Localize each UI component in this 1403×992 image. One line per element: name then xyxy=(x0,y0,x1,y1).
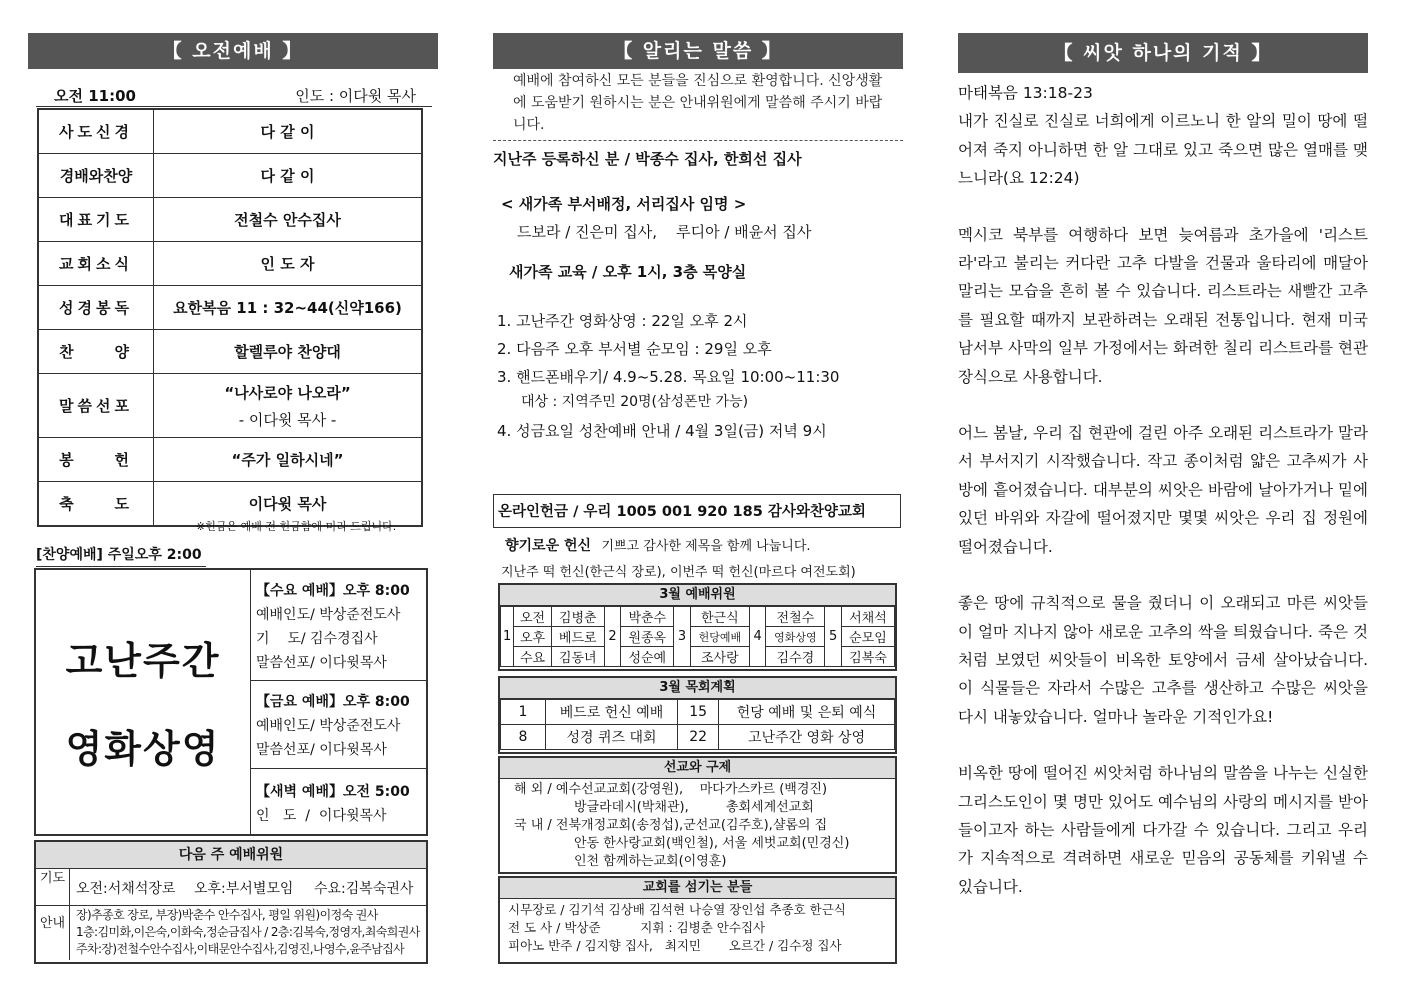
table-cell: 원종옥 xyxy=(621,627,674,647)
online-offering: 온라인헌금 / 우리 1005 001 920 185 감사와찬양교회 xyxy=(498,504,866,520)
divider xyxy=(493,140,903,141)
sermon-text xyxy=(958,73,1368,901)
mission-title: 선교와 구제 xyxy=(500,758,895,779)
worship-order-table xyxy=(37,108,423,527)
table-row xyxy=(38,330,422,374)
table-row xyxy=(38,154,422,198)
new-family-education: 새가족 교육 / 오후 1시, 3층 목양실 xyxy=(509,263,747,281)
spacer xyxy=(958,391,1368,419)
table-cell: 김병춘 xyxy=(551,607,604,627)
big-title-line1: 고난주간 xyxy=(65,639,221,683)
march-plan-table xyxy=(500,699,895,750)
table-row xyxy=(38,438,422,482)
table-row xyxy=(38,242,422,286)
order-value: 요한복음 11 : 32~44(신약166) xyxy=(154,286,423,330)
guide-row xyxy=(36,906,426,960)
wednesday-preacher: 말씀선포/ 이다윗목사 xyxy=(256,655,387,671)
divider xyxy=(250,680,426,681)
servants-list xyxy=(500,899,895,957)
offering-note: ※헌금은 예배 전 헌금함에 미리 드립니다. xyxy=(196,520,397,533)
table-cell: 김복숙 xyxy=(841,647,894,667)
registered-members: 지난주 등록하신 분 / 박종수 집사, 한희선 집사 xyxy=(493,150,802,168)
order-label: 사도신경 xyxy=(38,109,154,154)
friday-preacher: 말씀선포/ 이다윗목사 xyxy=(256,742,387,758)
welcome-message: 예배에 참여하신 모든 분들을 진심으로 환영합니다. 신앙생활에 도움받기 원하시는 분은 안내위원에게 말씀해 주시기 바랍니다. xyxy=(513,73,883,133)
praise-service-title-text: [찬양예배] 주일오후 2:00 xyxy=(36,547,202,563)
table-cell: 헌당예배 xyxy=(690,627,749,647)
num: 5 xyxy=(825,607,842,667)
table-cell: 영화상영 xyxy=(766,627,825,647)
mission-line: 국 내 / 전북개정교회(송정섭),군선교(김주호),샬롬의 집 xyxy=(514,818,828,833)
march-plan-box xyxy=(498,676,897,754)
sermon-column xyxy=(958,33,1368,901)
num: 3 xyxy=(674,607,691,667)
sermon-header: 【 씨앗 하나의 기적 】 xyxy=(958,33,1368,73)
dawn-leader: 인 도 / 이다윗목사 xyxy=(256,808,387,824)
new-family-line: 드보라 / 진은미 집사, 루디아 / 배윤서 집사 xyxy=(517,223,812,241)
order-label: 봉 헌 xyxy=(38,438,154,482)
table-cell: 8 xyxy=(501,725,546,750)
prayer-row xyxy=(36,869,426,906)
order-value: 인 도 자 xyxy=(154,242,423,286)
order-value: “주가 일하시네” xyxy=(154,438,423,482)
morning-worship-header: 【 오전예배 】 xyxy=(28,33,438,69)
table-cell: 수요 xyxy=(514,647,551,667)
table-cell: 한근식 xyxy=(690,607,749,627)
table-row xyxy=(501,725,895,750)
mission-line: 안동 한사랑교회(백인철), 서울 세벗교회(민경신) xyxy=(574,836,850,851)
mission-line: 해 외 / 예수선교교회(강영원), 마다가스카르 (백경진) xyxy=(514,782,828,797)
announcement-item: 3. 핸드폰배우기/ 4.9~5.28. 목요일 10:00~11:30 xyxy=(497,368,840,386)
table-cell: 베드로 xyxy=(551,627,604,647)
march-plan-title: 3월 목회계획 xyxy=(500,678,895,699)
table-cell: 베드로 헌신 예배 xyxy=(546,700,678,725)
sermon-paragraph: 멕시코 북부를 여행하다 보면 늦여름과 초가을에 '리스트라'라고 불리는 커다란 고추 다발을 건물과 울타리에 매달아 말리는 모습을 흔히 볼 수 있습니다. 리스트라는 새빨간 고추를 필요할 때까지 보관하려는 오래된 전통입니다. 현재 미국 남서부 사막의 일부 가정에서는 화려한 칠리 리스트라를 현관 장식으로 사용합니다. xyxy=(958,225,1368,386)
dawn-title: 【새벽 예배】오전 5:00 xyxy=(256,784,410,800)
table-cell: 김동녀 xyxy=(551,647,604,667)
spacer xyxy=(958,561,1368,589)
sermon-title: “나사로야 나오라” xyxy=(224,383,351,402)
spacer xyxy=(958,193,1368,221)
table-cell: 헌당 예배 및 은퇴 예식 xyxy=(719,700,895,725)
order-value: 이다윗 목사 xyxy=(154,482,423,527)
announcement-item: 4. 성금요일 성찬예배 안내 / 4월 3일(금) 저녁 9시 xyxy=(497,422,827,440)
morning-worship-column xyxy=(28,33,438,956)
divider xyxy=(36,106,432,107)
table-row xyxy=(38,198,422,242)
next-week-committee xyxy=(34,840,428,964)
order-label: 성경봉독 xyxy=(38,286,154,330)
order-label: 교회소식 xyxy=(38,242,154,286)
table-row xyxy=(501,607,895,627)
big-title-line2: 영화상영 xyxy=(65,727,221,771)
table-cell: 성순예 xyxy=(621,647,674,667)
servant-line: 피아노 반주 / 김지향 집사, 최지민 오르간 / 김수정 집사 xyxy=(508,938,842,953)
table-cell: 전철수 xyxy=(766,607,825,627)
table-cell: 오전 xyxy=(514,607,551,627)
guide-label: 안내 xyxy=(36,906,70,960)
table-cell: 15 xyxy=(678,700,719,725)
prayer-am: 오전:서채석장로 xyxy=(76,881,176,897)
friday-leader: 예배인도/ 박상준전도사 xyxy=(256,718,401,734)
table-cell: 오후 xyxy=(514,627,551,647)
incense-offering xyxy=(505,535,811,555)
sermon-paragraph: 내가 진실로 진실로 너희에게 이르노니 한 알의 밀이 땅에 떨어져 죽지 아니하면 한 알 그대로 있고 죽으면 많은 열매를 맺느니라(요 12:24) xyxy=(958,112,1368,188)
order-value: 할렐루야 찬양대 xyxy=(154,330,423,374)
wednesday-service xyxy=(256,580,424,672)
sermon-paragraph: 좋은 땅에 규칙적으로 물을 줬더니 이 오래되고 마른 씨앗들이 얼마 지나지 않아 새로운 고추의 싹을 틔웠습니다. 죽은 것처럼 보였던 씨앗들이 비옥한 토양에서 금세 살아났습니다. 이 식물들은 자라서 수많은 고추를 생산하고 수많은 씨앗을 다시 내놓았습니다. 얼마나 놀라운 기적인가요! xyxy=(958,594,1368,726)
order-label: 축 도 xyxy=(38,482,154,527)
praise-service-box xyxy=(34,568,428,836)
wednesday-prayer: 기 도/ 김수경집사 xyxy=(256,631,378,647)
servants-title: 교회를 섬기는 분들 xyxy=(500,878,895,899)
table-row xyxy=(501,700,895,725)
prayer-pm: 오후:부서별모임 xyxy=(194,881,294,897)
guide-line: 장)추종호 장로, 부장)박춘수 안수집사, 평일 위원)이정숙 권사 xyxy=(76,908,378,922)
order-label: 경배와찬양 xyxy=(38,154,154,198)
table-row xyxy=(38,109,422,154)
table-cell: 박춘수 xyxy=(621,607,674,627)
table-row xyxy=(38,374,422,438)
incense-line: 지난주 떡 헌신(한근식 장로), 이번주 떡 헌신(마르다 여전도회) xyxy=(501,565,856,580)
divider xyxy=(250,570,251,834)
servant-line: 시무장로 / 김기석 김상배 김석현 나승열 장인섭 추종호 한근식 xyxy=(508,902,846,917)
num: 1 xyxy=(501,607,514,667)
order-value: 다 같 이 xyxy=(154,154,423,198)
mission-line: 인천 함께하는교회(이영훈) xyxy=(574,854,727,869)
table-cell: 22 xyxy=(678,725,719,750)
spacer xyxy=(958,731,1368,759)
order-label: 말씀선포 xyxy=(38,374,154,438)
wednesday-leader: 예배인도/ 박상준전도사 xyxy=(256,607,401,623)
guide-line: 1층:김미화,이은숙,이화숙,정순금집사 / 2층:김복숙,정영자,최숙희권사 xyxy=(76,925,420,939)
mission-list xyxy=(500,779,895,873)
praise-service-title xyxy=(36,544,202,564)
prayer-wed: 수요:김복숙권사 xyxy=(314,881,414,897)
wednesday-title: 【수요 예배】오후 8:00 xyxy=(256,583,410,599)
order-label: 찬 양 xyxy=(38,330,154,374)
incense-desc: 기쁘고 감사한 제목을 함께 나눕니다. xyxy=(601,539,811,554)
march-committee-box xyxy=(498,583,897,671)
new-family-title: < 새가족 부서배정, 서리집사 임명 > xyxy=(501,195,747,213)
march-committee-table xyxy=(500,606,895,667)
friday-title: 【금요 예배】오후 8:00 xyxy=(256,694,410,710)
divider xyxy=(250,768,426,769)
servants-box xyxy=(498,876,897,964)
divider xyxy=(36,566,206,567)
order-value: 다 같 이 xyxy=(154,109,423,154)
table-cell: 고난주간 영화 상영 xyxy=(719,725,895,750)
announcement-item: 2. 다음주 오후 부서별 순모임 : 29일 오후 xyxy=(497,340,772,358)
table-cell: 성경 퀴즈 대회 xyxy=(546,725,678,750)
mission-line: 방글라데시(박채관), 총회세계선교회 xyxy=(574,800,814,815)
march-committee-title: 3월 예배위원 xyxy=(500,585,895,606)
friday-service xyxy=(256,691,424,759)
service-time-line xyxy=(28,79,438,107)
num: 2 xyxy=(604,607,621,667)
sermon-paragraph: 비옥한 땅에 떨어진 씨앗처럼 하나님의 말씀을 나누는 신실한 그리스도인이 몇 명만 있어도 예수님의 사랑의 메시지를 받아들이고자 하는 사람들에게 다가갈 수 있습니다. 그리고 우리가 지속적으로 격려하면 새로운 믿음의 공동체를 키워낼 수 있습니다. xyxy=(958,764,1368,896)
sermon-paragraph: 어느 봄날, 우리 집 현관에 걸린 아주 오래된 리스트라가 말라서 부서지기 시작했습니다. 작고 종이처럼 얇은 고추씨가 사방에 흩어졌습니다. 대부분의 씨앗은 바람에 날아가거나 밑에 있던 바위와 자갈에 떨어졌지만 몇몇 씨앗은 우리 집 정원에 떨어졌습니다. xyxy=(958,424,1368,556)
announcements-column xyxy=(493,33,903,953)
order-value: 전철수 안수집사 xyxy=(154,198,423,242)
announcement-item: 1. 고난주간 영화상영 : 22일 오후 2시 xyxy=(497,312,748,330)
guide-line: 주차:장)전철수안수집사,이태문안수집사,김영진,나영수,윤주남집사 xyxy=(76,942,405,956)
num: 4 xyxy=(749,607,766,667)
prayer-label: 기도 xyxy=(36,869,70,905)
incense-title: 향기로운 헌신 xyxy=(505,538,592,554)
service-time: 오전 11:00 xyxy=(54,87,136,105)
table-cell: 김수경 xyxy=(766,647,825,667)
next-week-title: 다음 주 예배위원 xyxy=(36,842,426,869)
table-cell: 1 xyxy=(501,700,546,725)
service-leader: 인도 : 이다윗 목사 xyxy=(295,87,416,105)
guide-list xyxy=(76,907,420,958)
table-cell: 서채석 xyxy=(841,607,894,627)
scripture-reference: 마태복음 13:18-23 xyxy=(958,84,1093,102)
order-label: 대표기도 xyxy=(38,198,154,242)
order-value xyxy=(154,374,423,438)
table-cell: 조사랑 xyxy=(690,647,749,667)
announcements-header: 【 알리는 말씀 】 xyxy=(493,33,903,69)
table-row xyxy=(38,286,422,330)
dawn-service xyxy=(256,781,424,825)
online-offering-box xyxy=(493,494,901,528)
servant-line: 전 도 사 / 박상준 지휘 : 김병춘 안수집사 xyxy=(508,920,766,935)
table-cell: 순모임 xyxy=(841,627,894,647)
mission-box xyxy=(498,756,897,874)
announcement-item: 대상 : 지역주민 20명(삼성폰만 가능) xyxy=(521,394,749,410)
sermon-preacher: - 이다윗 목사 - xyxy=(238,410,337,429)
